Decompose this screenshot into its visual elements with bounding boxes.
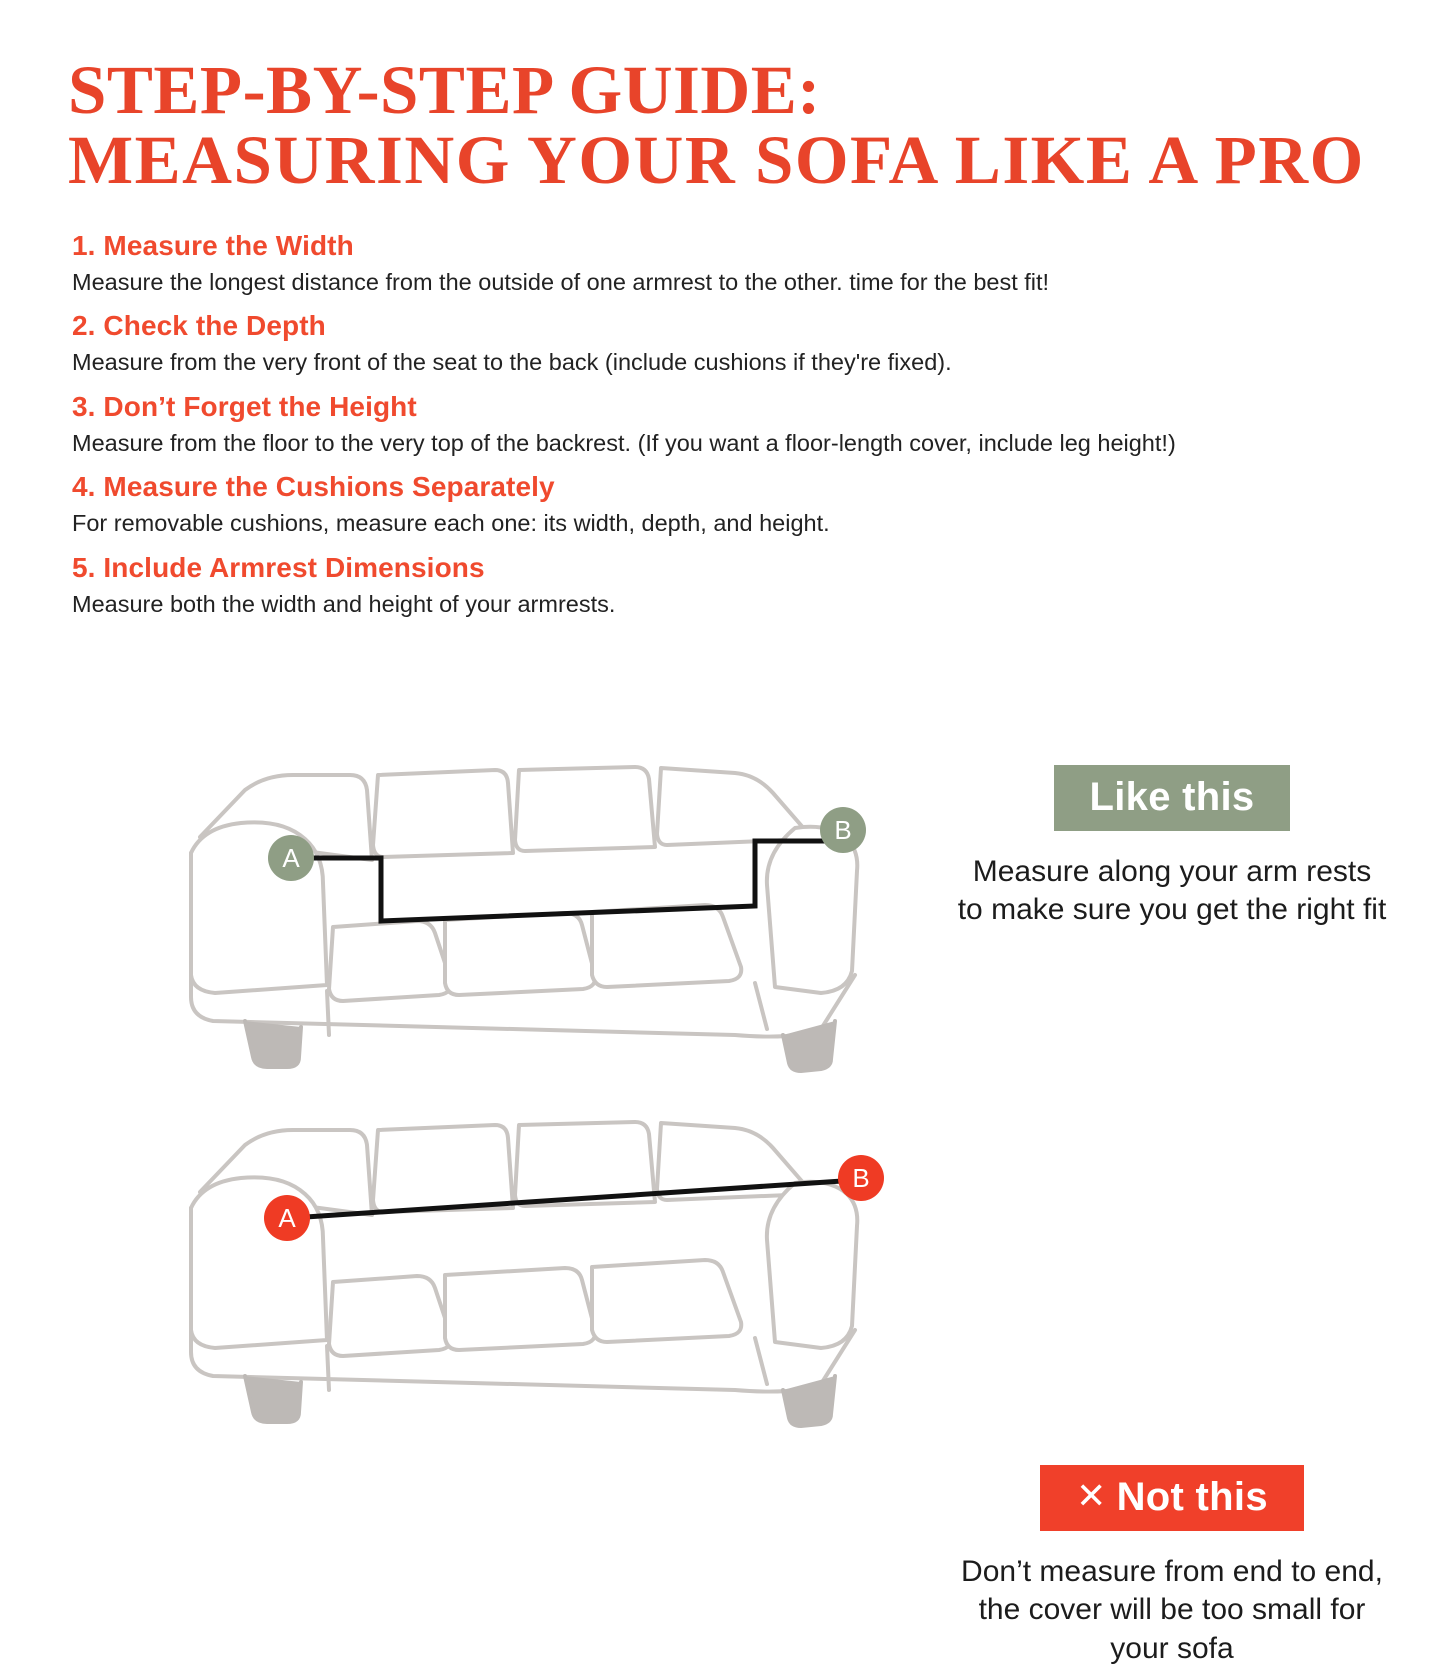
badge-not-this-label: Not this <box>1116 1475 1268 1519</box>
step-2-body: Measure from the very front of the seat to the back (include cushions if they're fixed). <box>72 349 952 376</box>
callout-incorrect-text: Don’t measure from end to end, the cover will be too small for your sofa <box>961 1555 1383 1665</box>
callout-correct-text: Measure along your arm rests to make sure you get the right fit <box>957 855 1387 927</box>
steps-list <box>68 230 1383 620</box>
step-item <box>68 391 1383 459</box>
panel-incorrect-method <box>0 1090 1445 1665</box>
sofa-illustration-correct-icon <box>95 735 885 1090</box>
callout-correct <box>957 765 1387 930</box>
marker-b-correct-label: B <box>834 815 852 845</box>
step-5-body: Measure both the width and height of your armrests. <box>72 590 616 617</box>
marker-a-incorrect-label: A <box>278 1203 296 1233</box>
step-2-heading: 2. Check the Depth <box>72 310 326 342</box>
marker-b-incorrect-label: B <box>852 1163 870 1193</box>
step-3-heading: 3. Don’t Forget the Height <box>72 390 417 422</box>
title-line-2: MEASURING YOUR SOFA LIKE A PRO <box>68 122 1365 199</box>
step-4-body: For removable cushions, measure each one: its width, depth, and height. <box>72 510 830 537</box>
step-1-body: Measure the longest distance from the outside of one armrest to the other. time for the best fit! <box>72 268 1050 295</box>
badge-like-this: Like this <box>1054 765 1291 831</box>
sofa-illustration-incorrect-icon <box>95 1090 885 1445</box>
illustration-panels <box>0 735 1445 1665</box>
step-item <box>68 471 1383 539</box>
x-mark-icon: ✕ <box>1076 1475 1107 1516</box>
step-3-body: Measure from the floor to the very top of the backrest. (If you want a floor-length cover, include leg height!) <box>72 429 1176 456</box>
step-item <box>68 310 1383 378</box>
page-title <box>68 52 1383 199</box>
callout-incorrect <box>957 1465 1387 1668</box>
step-1-heading: 1. Measure the Width <box>72 229 354 261</box>
marker-a-correct-label: A <box>282 843 300 873</box>
step-item <box>68 552 1383 620</box>
step-item <box>68 230 1383 298</box>
sofa-diagram-incorrect <box>95 1090 885 1445</box>
panel-correct-method <box>0 735 1445 1090</box>
title-line-1: STEP-BY-STEP GUIDE: <box>68 52 821 128</box>
badge-not-this <box>1040 1465 1304 1531</box>
step-4-heading: 4. Measure the Cushions Separately <box>72 471 555 503</box>
step-5-heading: 5. Include Armrest Dimensions <box>72 551 485 583</box>
sofa-diagram-correct <box>95 735 885 1090</box>
